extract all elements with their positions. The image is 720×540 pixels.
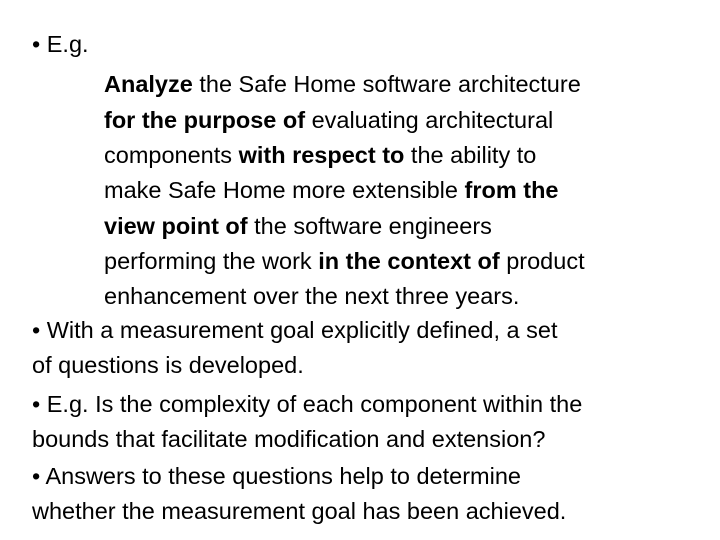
keyword-respect: with respect to [238,142,405,168]
example-text: product [499,248,585,274]
example-text: the software engineers [247,213,492,239]
bullet-question-line-2: bounds that facilitate modification and extension? [32,426,546,452]
keyword-purpose: for the purpose of [104,107,306,133]
example-line-5 [104,212,492,240]
example-line-2 [104,106,553,134]
bullet-answers-line-1: • Answers to these questions help to determine [32,463,521,489]
example-line-4 [104,176,559,204]
example-text: make Safe Home more extensible [104,177,465,203]
example-text: performing the work [104,248,319,274]
example-line-6 [104,247,585,275]
example-line-1 [104,70,581,98]
keyword-from-the: from the [464,177,559,203]
example-text: the Safe Home software architecture [192,71,581,97]
bullet-goal-line-1: • With a measurement goal explicitly defined, a set [32,317,558,343]
bullet-goal-line-2: of questions is developed. [32,352,304,378]
example-text: enhancement over the next three years. [104,283,520,309]
keyword-analyze: Analyze [104,71,193,97]
keyword-view-point: view point of [104,213,248,239]
keyword-context: in the context of [318,248,500,274]
bullet-answers-line-2: whether the measurement goal has been achieved. [32,498,567,524]
example-line-3 [104,141,536,169]
example-line-7 [104,282,519,310]
example-text: the ability to [404,142,537,168]
example-text: components [104,142,239,168]
bullet-question-line-1: • E.g. Is the complexity of each component within the [32,391,583,417]
example-text: evaluating architectural [305,107,554,133]
bullet-eg-heading: • E.g. [32,31,89,57]
